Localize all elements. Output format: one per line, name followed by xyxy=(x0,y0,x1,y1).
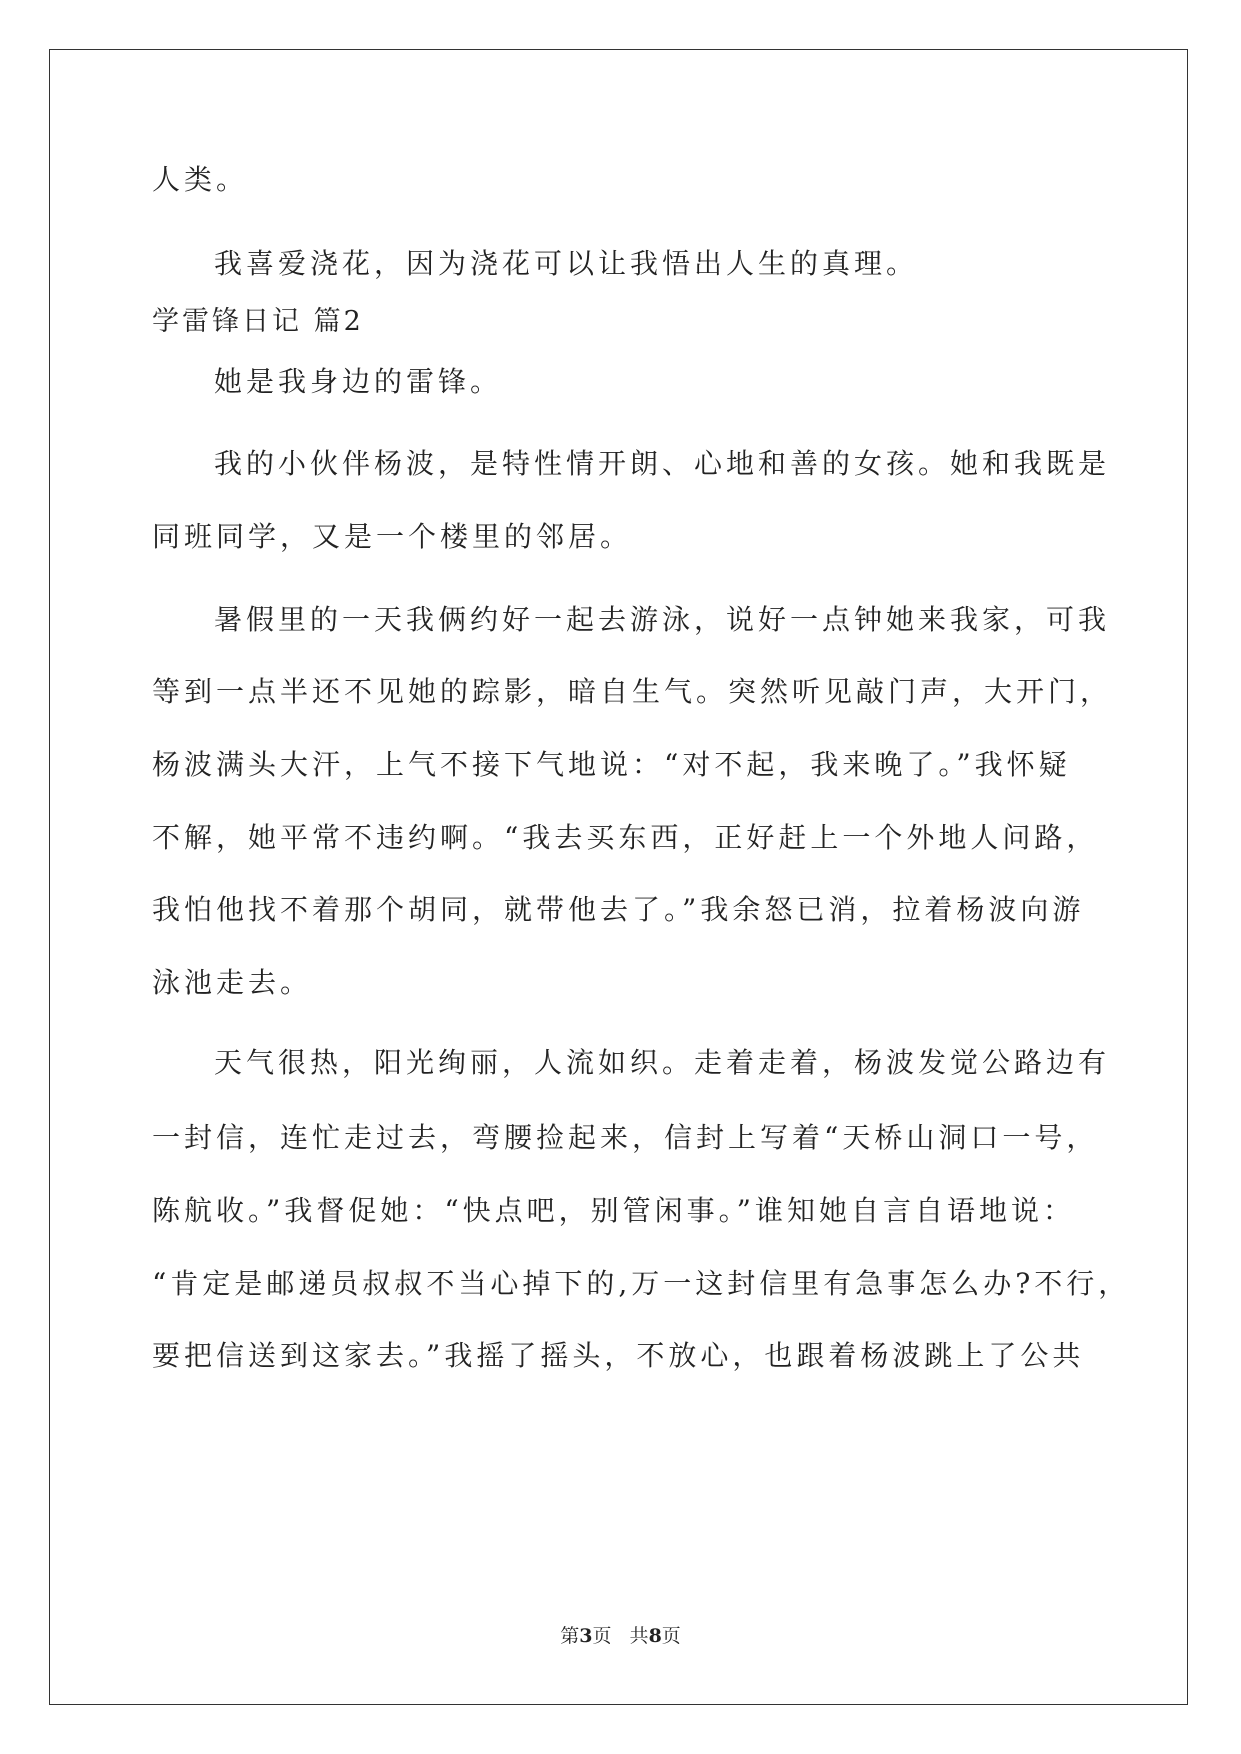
section-heading: 学雷锋日记 篇2 xyxy=(152,306,364,337)
text-line: 等到一点半还不见她的踪影，暗自生气。突然听见敲门声，大开门， xyxy=(152,675,1113,708)
text-line: 我的小伙伴杨波，是特性情开朗、心地和善的女孩。她和我既是 xyxy=(214,447,1111,480)
text-line: 一封信，连忙走过去，弯腰捡起来，信封上写着“天桥山洞口一号， xyxy=(152,1121,1099,1154)
total-page-number: 8 xyxy=(648,1625,662,1647)
text-line: 人类。 xyxy=(152,163,249,196)
text-line: 陈航收。”我督促她：“快点吧，别管闲事。”谁知她自言自语地说： xyxy=(152,1194,1075,1227)
text-line: “肯定是邮递员叔叔不当心掉下的,万一这封信里有急事怎么办?不行， xyxy=(152,1267,1131,1300)
text-line: 要把信送到这家去。”我摇了摇头，不放心，也跟着杨波跳上了公共 xyxy=(152,1339,1085,1372)
text-line: 同班同学，又是一个楼里的邻居。 xyxy=(152,520,633,553)
text-line: 我喜爱浇花，因为浇花可以让我悟出人生的真理。 xyxy=(214,247,919,280)
text-line: 天气很热，阳光绚丽，人流如织。走着走着，杨波发觉公路边有 xyxy=(214,1046,1111,1079)
page-number-footer xyxy=(0,1623,1241,1649)
text-line: 不解，她平常不违约啊。“我去买东西，正好赶上一个外地人问路， xyxy=(152,821,1099,854)
text-line: 我怕他找不着那个胡同，就带他去了。”我余怒已消，拉着杨波向游 xyxy=(152,893,1085,926)
page-border xyxy=(49,49,1188,1705)
footer-mid: 页 共 xyxy=(592,1625,649,1647)
text-line: 她是我身边的雷锋。 xyxy=(214,365,503,398)
text-line: 泳池走去。 xyxy=(152,966,313,999)
text-line: 暑假里的一天我俩约好一起去游泳，说好一点钟她来我家，可我 xyxy=(214,603,1111,636)
footer-prefix: 第 xyxy=(560,1625,580,1647)
text-line: 杨波满头大汗，上气不接下气地说：“对不起，我来晚了。”我怀疑 xyxy=(152,748,1071,781)
current-page-number: 3 xyxy=(579,1625,593,1647)
footer-suffix: 页 xyxy=(661,1625,681,1647)
